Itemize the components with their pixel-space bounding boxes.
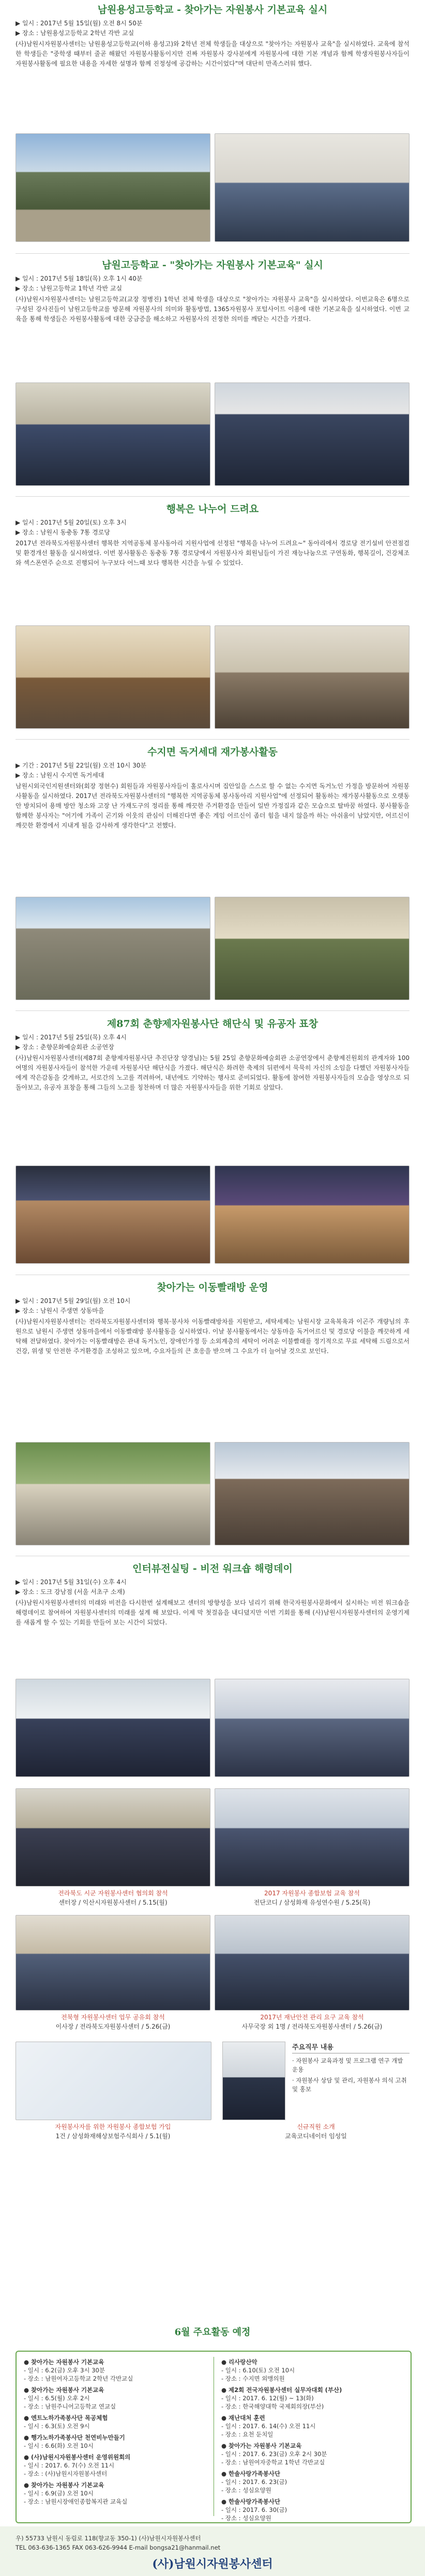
photo-row <box>16 897 409 1000</box>
section-suji <box>0 745 425 831</box>
caption-title: 자원봉사자를 위한 자원봉사 종합보험 가입 <box>55 2123 171 2130</box>
caption-detail: 교육코디네이터 임성일 <box>285 2133 347 2140</box>
divider <box>16 253 409 254</box>
schedule-item: ● 행가노하가족봉사단 천연비누만들기 - 일시 : 6.6(화) 오전 10시 <box>24 2434 125 2449</box>
performance-photo <box>215 625 409 729</box>
event-date: ▶ 기간 : 2017년 5월 22일(월) 오전 10시 30분 <box>16 762 147 769</box>
event-place: ▶ 장소 : 남원시 수지면 독거세대 <box>16 772 104 779</box>
laundry-truck-photo <box>16 1442 210 1545</box>
event-date: ▶ 일시 : 2017년 5월 31일(수) 오후 4시 <box>16 1578 127 1586</box>
schedule-header <box>0 2326 425 2339</box>
caption-title: 전북형 자원봉사센터 업무 공유회 참석 <box>61 2014 165 2021</box>
section-body: (사)남원시자원봉사센터(제87회 춘향제자원봉사단 추진단장 양경님)는 5월 25일 춘향문화예술회관 소공연장에서 춘향제진원회의 관계자와 100여명의 자원봉사자들이 참석한 가운데 자원봉사단 해단식을 가졌다. 해단식은 화려한 축제의 뒤편에서 묵묵히 자신의 소임을 다했던 자원봉사자들에게 작은감동을 갖게하고, 서로간의 노고를 격려하여, 내년에도 기약하는 행사로 준비되었다. 활동에 참여한 자원봉사자들의 모습을 영상으로 되돌아보고, 유공자 표창을 통해 그들의 노고를 칭찬하며 더 많은 자원봉사자들을 위한 기회로 삼았다. <box>16 1054 409 1091</box>
footer <box>0 2526 425 2576</box>
classroom-photo <box>215 133 409 242</box>
section-title: 수지면 독거세대 재가봉사활동 <box>147 746 278 758</box>
section-title: 찾아가는 이동빨래방 운영 <box>157 1282 268 1293</box>
ceremony-photo <box>16 1166 210 1264</box>
event-place: ▶ 장소 : 춘향문화예술회관 소공연장 <box>16 1044 114 1051</box>
workshop-group-photo <box>16 1679 210 1777</box>
schedule-right-column <box>221 2358 405 2522</box>
schedule-item: ● 제2회 전국자원봉사센터 실무자대회 (부산) - 일시 : 2017. 6. 12(월) ~ 13(화) - 장소 : 한국해양대학 국제회의장(부산) <box>221 2386 342 2410</box>
schedule-item: ● 재난대처 훈련 - 일시 : 2017. 6. 14(수) 오전 11시 - 장소 : 요천 둔치일 <box>221 2414 316 2438</box>
schedule-item: ● 한솔사랑가족봉사단 - 일시 : 2017. 6. 23(금) - 장소 : 성심요양원 <box>221 2470 287 2494</box>
section-laundry <box>0 1281 425 1356</box>
photo-row <box>16 1166 409 1264</box>
schedule-box <box>16 2351 412 2523</box>
lecture-photo <box>16 382 210 486</box>
section-title: 제87회 춘향제자원봉사단 해단식 및 유공자 표창 <box>107 1018 318 1030</box>
sharing-session-photo <box>16 1915 210 2011</box>
section-namwon-high <box>0 258 425 324</box>
schedule-item: ● (사)남원시자원봉사센터 운영위원회의 - 일시 : 2017. 6. 7(수) 오전 11시 - 장소 : (사)남원시자원봉사센터 <box>24 2454 131 2477</box>
group-photo <box>16 133 210 242</box>
council-meeting-photo <box>16 1788 210 1887</box>
photo-row <box>16 1915 409 2011</box>
job-heading: 주요직무 내용 <box>292 2042 409 2053</box>
section-title: 행복은 나누어 드려요 <box>166 503 259 515</box>
caption-detail: 사무국장 외 1명 / 전라북도자원봉사센터 / 5.26(금) <box>241 2023 383 2030</box>
caption <box>215 2013 409 2031</box>
schedule-item: ● 리사랑산악 - 일시 : 6.10(토) 오전 10시 - 장소 : 수지면 외맹의원 <box>221 2358 295 2382</box>
photo-row <box>16 1788 409 1887</box>
event-place: ▶ 장소 : 남원용성고등학교 2학년 각반 교실 <box>16 29 134 37</box>
section-body: (사)남원시자원봉사센터는 남원용성고등학교(이하 용성고)와 2학년 전체 학생들을 대상으로 "찾아가는 자원봉사 교육"을 실시하였다. 교육에 참석한 학생들은 "중학생 때부터 줄곧 해왔던 자원봉사활동이지만 진짜 자원봉사 강사분에게 자원봉사에 대한 기본 개념과 함께 학생자원봉사자들이 자원봉사활동에 필요한 내용을 자세한 설명과 함께 진정성에 공감하는 시간이었다"며 대단히 만족스러워 했다. <box>16 40 409 67</box>
schedule-item: ● 찾아가는 자원봉사 기본교육 - 일시 : 6.5(월) 오후 2시 - 장소 : 남원주니어고등학교 연교실 <box>24 2386 116 2410</box>
caption-detail: 1건 / 삼성화재해상보험주식회사 / 5.1(월) <box>55 2133 171 2140</box>
divider <box>16 496 409 497</box>
photo-row <box>16 133 409 242</box>
cleanup-photo <box>215 897 409 1000</box>
caption <box>16 1889 210 1907</box>
schedule-item: ● 엔트노하가족봉사단 목공체험 - 일시 : 6.3(토) 오전 9시 <box>24 2414 108 2430</box>
photo-row <box>16 625 409 729</box>
event-place: ▶ 장소 : 남원시 동충동 7통 경로당 <box>16 529 110 536</box>
section-title: 인터뷰전실팅 - 비전 워크숍 해령데이 <box>132 1563 293 1574</box>
disaster-training-photo <box>215 1915 409 2011</box>
section-title: 남원용성고등학교 - 찾아가는 자원봉사 기본교육 실시 <box>97 4 328 16</box>
section-body: (사)남원시자원봉사센터는 전라북도자원봉사센터와 행복·봉사차 이동빨래방차를 지원받고, 세탁세제는 남원시장 교육복육과 이곤주 개량님의 후원으로 남원시 주생면 상동마을에서 이동빨래방 봉사활동을 실시하였다. 이날 봉사활동에서는 상동마을 독거어르신 및 경로당 이불을 깨끗하게 세탁해 전달하였다. 찾아가는 이동빨래방은 관내 독거노인, 장애인가정 등 소외계층의 세탁이 어려운 이불빨래를 정기적으로 무료 세탁해 드림으로서 건강, 위생 및 안전한 주거환경을 조성하고 있으며, 수요자들의 큰 호응을 받으며 그 수요가 더 늘어날 것으로 보인다. <box>16 1318 409 1355</box>
footer-address: 우) 55733 남원시 동림로 118(향교동 350-1) (사)남원시자원봉사센터 <box>16 2535 201 2542</box>
section-body: 2017년 전라북도자원봉사센터 행복한 지역공동체 봉사동아리 지원사업에 선정된 "행복을 나누어 드려요~" 동아리에서 경로당 전기설비 안전점검 및 환경개선 활동을 실시하였다. 이번 봉사활동은 동충동 7통 경로당에서 자원봉사자 회원님들이 가진 재능나눔으로 구연동화, 행복길이, 건강체조와 섹스폰연주 순으로 진행되어 누구보다 어느때 보다 행복한 시간을 누릴 수 있었다. <box>16 540 409 566</box>
photo-row <box>16 382 409 486</box>
section-body: 남원시외국인지원센터와(회장 정현수) 회원들과 자원봉사자들이 홀로사시며 집안일을 스스로 할 수 없는 수지면 독거노인 가정을 방문하여 자원봉사활동을 실시하였다. 2017년 전라북도자원봉사센터의 "행복한 지역공동체 봉사동아리 지원사업"에 선정되어 활동하는 재가봉사활동으로 오랫동안 방치되어 용매 방안 청소와 고장 난 가재도구의 정리를 통해 깨끗한 주거환경을 만들어 일반 가정집과 같은 모습으로 탈바꿈 하였다. 봉사활동을 함께한 봉사자는 "어기에 가족이 곤기와 이웃의 관심이 더해진다면 좋은 게임 어르신이 좀더 힘을 내지 않을까 하는 아쉬움이 남았지만, 어르신이 깨끗한 환경에서 지내게 될을 감사하게 생각한다"고 전했다. <box>16 783 409 829</box>
divider <box>16 739 409 740</box>
section-happiness <box>0 502 425 568</box>
section-yongseong <box>0 3 425 69</box>
caption-detail: 전단코디 / 삼성화재 유성연수원 / 5.25(목) <box>253 1899 371 1906</box>
divider <box>16 1010 409 1011</box>
caption-detail: 이사장 / 전라북도자원봉사센터 / 5.26(금) <box>55 2023 171 2030</box>
students-photo <box>215 382 409 486</box>
schedule-item: ● 찾아가는 자원봉사 기본교육 - 일시 : 6.2(금) 오후 3시 30분 - 장소 : 남원여자고등학교 2학년 각반교실 <box>24 2358 133 2382</box>
house-photo <box>16 897 210 1000</box>
section-body: (사)남원시자원봉사센터의 미래와 비전을 다시한번 설계해보고 센터의 방향성을 보다 널리기 위해 한국자원봉사문화에서 실시하는 비전 워크숍을 해령데이로 참여하여 자원봉사센터의 미래를 설계 해 보았다. 이제 막 첫걸음을 내디뎠지만 이번 기회를 통해 (사)남원시자원봉사센터의 운영기제를 새롭게 할 수 있는 기회를 만들어 보는 시간이 되었다. <box>16 1599 409 1626</box>
workshop-session-photo <box>215 1679 409 1777</box>
event-date: ▶ 일시 : 2017년 5월 20일(토) 오후 3시 <box>16 519 127 526</box>
caption-title: 신규직원 소개 <box>297 2123 335 2130</box>
section-chunhyang <box>0 1017 425 1093</box>
schedule-left-column <box>24 2358 210 2506</box>
caption-row <box>16 1889 409 1907</box>
insurance-document-photo <box>16 2042 211 2120</box>
award-photo <box>215 1166 409 1264</box>
insurance-training-photo <box>215 1788 409 1887</box>
event-date: ▶ 일시 : 2017년 5월 15일(월) 오전 8시 50분 <box>16 20 143 27</box>
event-place: ▶ 장소 : 남원시 주생면 상동마을 <box>16 1307 104 1314</box>
photo-row <box>16 1679 409 1777</box>
event-date: ▶ 일시 : 2017년 5월 25일(목) 오후 4시 <box>16 1034 127 1041</box>
job-item: · 자원봉사 교육과정 및 프로그램 연구 개발 운용 <box>292 2057 403 2073</box>
event-date: ▶ 일시 : 2017년 5월 29일(월) 오전 10시 <box>16 1297 131 1305</box>
section-body: (사)남원시자원봉사센터는 남원고등학교(교장 정병진) 1학년 전체 학생을 대상으로 "찾아가는 자원봉사 교육"을 실시하였다. 이번교육은 6명으로 구성된 강사진들이 남원고등학교를 방문해 자원봉사의 의미와 활동방법, 1365자원봉사 포털사이트 이용에 대한 기본교육을 실시하였다. 이번 교육을 통해 학생들은 자원봉사활동에 대한 궁금증을 해소하고 자원봉사의 진정한 의미를 깨닫는 시간을 가졌다. <box>16 296 409 323</box>
volunteers-photo <box>215 1442 409 1545</box>
caption-title: 전라북도 시군 자원봉사센터 협의회 참석 <box>58 1890 168 1897</box>
schedule-item: ● 찾아가는 자원봉사 기본교육 - 일시 : 6.9(금) 오전 10시 - 장소 : 남원시장애인종합복지관 교육실 <box>24 2481 128 2505</box>
job-description <box>292 2042 409 2094</box>
staff-portrait <box>222 2042 285 2120</box>
section-title: 남원고등학교 - "찾아가는 자원봉사 기본교육" 실시 <box>102 259 323 271</box>
footer-contact: TEL 063-636-1365 FAX 063-626-9944 E-mail bongsa21@hanmail.net <box>16 2544 221 2551</box>
caption-title: 2017년 재난안전 관리 요구 교육 참석 <box>260 2014 364 2021</box>
event-place: ▶ 장소 : 남원고등학교 1학년 각반 교실 <box>16 285 123 292</box>
schedule-item: ● 한솔사랑가족봉사단 - 일시 : 2017. 6. 30(금) - 장소 : 성심요양원 <box>221 2498 287 2522</box>
org-name: (사)남원시자원봉사센터 <box>152 2557 273 2571</box>
event-place: ▶ 장소 : 도크 강남점 (서울 서초구 소재) <box>16 1588 125 1596</box>
caption-row <box>16 2013 409 2031</box>
caption-title: 2017 자원봉사 종합보험 교육 참석 <box>264 1890 360 1897</box>
photo-row <box>16 1442 409 1545</box>
schedule-item: ● 찾아가는 자원봉사 기본교육 - 일시 : 2017. 6. 23(금) 오후 2시 30분 - 장소 : 남원여자중학교 1학년 각반교실 <box>221 2442 327 2466</box>
senior-center-photo <box>16 625 210 729</box>
caption <box>222 2122 409 2141</box>
job-item: · 자원봉사 상담 및 관리, 자원봉사 의식 고취 및 홍보 <box>292 2077 407 2093</box>
event-date: ▶ 일시 : 2017년 5월 18일(목) 오후 1시 40분 <box>16 275 143 282</box>
schedule-title: 6월 주요활동 예정 <box>174 2327 251 2338</box>
caption-detail: 센터장 / 익산시자원봉사센터 / 5.15(월) <box>58 1899 168 1906</box>
caption <box>16 2122 210 2141</box>
caption <box>16 2013 210 2031</box>
caption <box>215 1889 409 1907</box>
section-workshop <box>0 1562 425 1628</box>
